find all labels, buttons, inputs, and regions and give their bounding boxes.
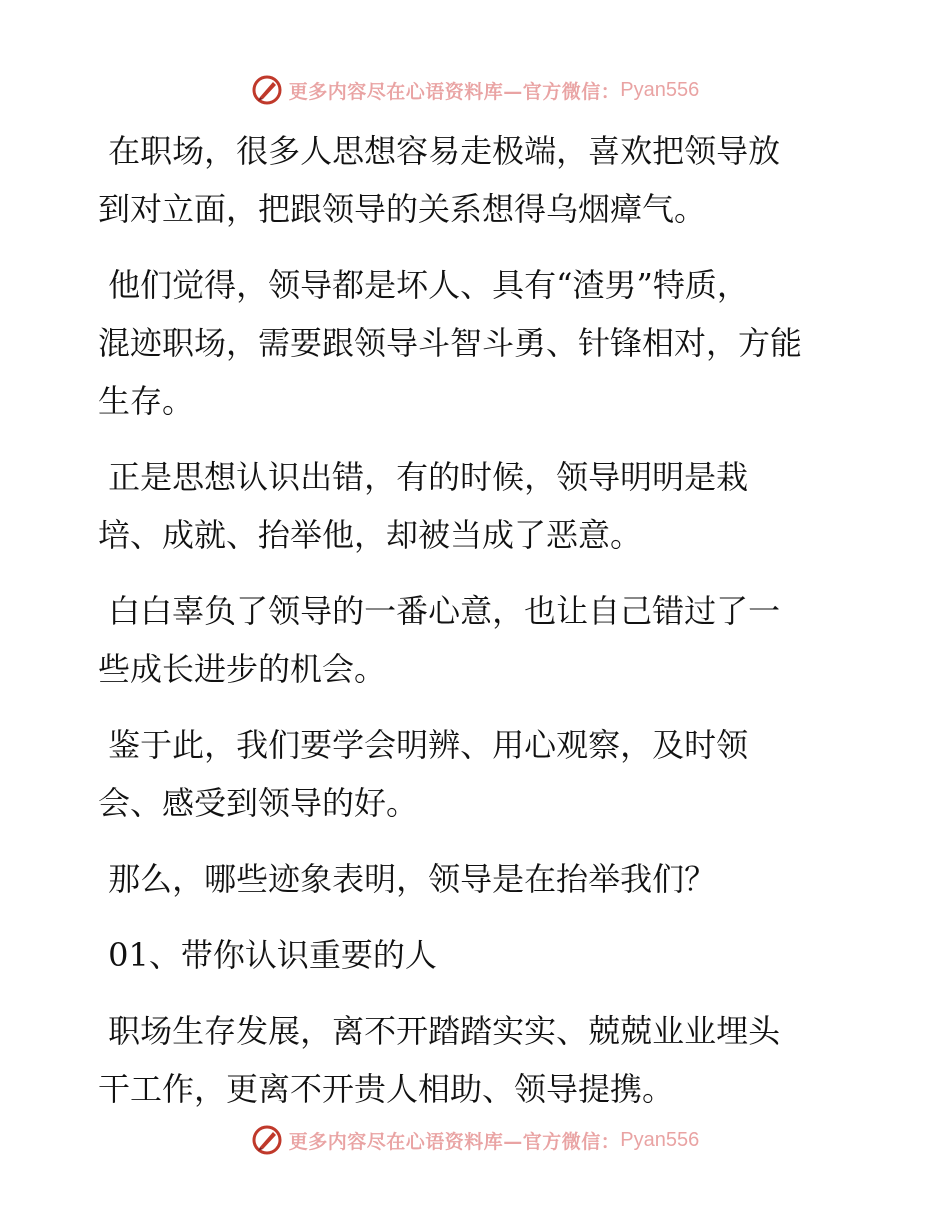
paragraph-2: 他们觉得，领导都是坏人、具有“渣男”特质， 混迹职场，需要跟领导斗智斗勇、针锋相对，方能 生存。 <box>98 266 803 420</box>
header-banner-wechat-id: Pyan556 <box>620 78 700 101</box>
header-banner <box>0 70 950 110</box>
paragraph-3: 正是思想认识出错，有的时候，领导明明是栽 培、成就、抬举他，却被当成了恶意。 <box>98 458 749 554</box>
document-body <box>98 122 858 1136</box>
footer-banner-wechat-id: Pyan556 <box>620 1128 700 1151</box>
footer-banner-text: 更多内容尽在心语资料库—官方微信： <box>288 1130 621 1153</box>
paragraph-7: 职场生存发展，离不开踏踏实实、兢兢业业埋头 干工作，更离不开贵人相助、领导提携。 <box>98 1012 781 1108</box>
paragraph-1: 在职场，很多人思想容易走极端，喜欢把领导放 到对立面，把跟领导的关系想得乌烟瘴气。 <box>98 132 781 228</box>
pen-logo-icon <box>251 74 283 106</box>
footer-banner <box>0 1120 950 1160</box>
paragraph-6: 那么，哪些迹象表明，领导是在抬举我们？ <box>98 860 717 898</box>
paragraph-5: 鉴于此，我们要学会明辨、用心观察，及时领 会、感受到领导的好。 <box>98 726 749 822</box>
section-heading-01: 01、带你认识重要的人 <box>98 936 437 974</box>
paragraph-4: 白白辜负了领导的一番心意，也让自己错过了一 些成长进步的机会。 <box>98 592 781 688</box>
header-banner-text: 更多内容尽在心语资料库—官方微信： <box>288 80 621 103</box>
pen-logo-icon <box>251 1124 283 1156</box>
